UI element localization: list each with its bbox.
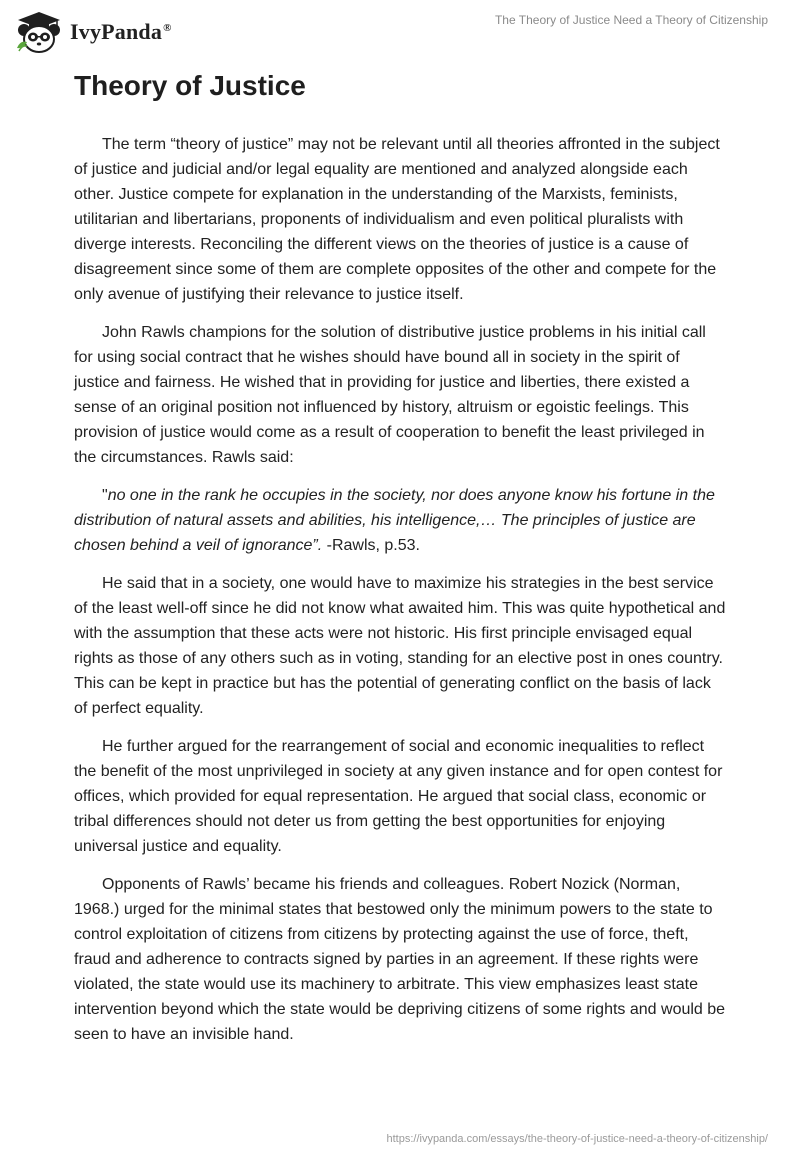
panda-logo-icon xyxy=(14,10,64,54)
paragraph: The term “theory of justice” may not be relevant until all theories affronted in the subject of justice and judicial and/or legal equality are mentioned and analyzed alongside each other. Justice compete for explanation in the understanding of the Marxists, feminists, utilitarian and libertarians, proponents of individualism and even political pluralists with diverge interests. Reconciling the different views on the theories of justice is a cause of disagreement since some of them are complete opposites of the other and compete for the only avenue of justifying their relevance to justice itself. xyxy=(74,136,720,303)
article-body xyxy=(74,132,726,1060)
paragraph: He further argued for the rearrangement of social and economic inequalities to reflect the benefit of the most unprivileged in society at any given instance and for open contest for offices, which provided for equal representation. He argued that social class, economic or tribal differences should not deter us from getting the best opportunities for enjoying universal justice and equality. xyxy=(74,738,723,855)
brand-name: IvyPanda® xyxy=(70,19,172,44)
paragraph: John Rawls champions for the solution of distributive justice problems in his initial call for using social contract that he wishes should have bound all in society in the spirit of justice and fairness. He wished that in providing for justice and liberties, there existed a sense of an original position not influenced by history, altruism or egoistic feelings. This provision of justice would come as a result of cooperation to benefit the least privileged in the circumstances. Rawls said: xyxy=(74,324,706,466)
paragraph: He said that in a society, one would have to maximize his strategies in the best service of the least well-off since he did not know what awaited him. This was quite hypothetical and with the assumption that these acts were not historic. His first principle envisaged equal rights as those of any others such as in voting, standing for an elective post in ones country. This can be kept in practice but has the potential of generating conflict on the basis of lack of perfect equality. xyxy=(74,575,726,717)
quote-text: no one in the rank he occupies in the society, nor does anyone know his fortune in the distribution of natural assets and abilities, his intelligence,… The principles of justice are chosen behind a veil of ignorance”. xyxy=(74,487,715,554)
paragraph: Opponents of Rawls’ became his friends and colleagues. Robert Nozick (Norman, 1968.) urged for the minimal states that bestowed only the minimum powers to the state to control exploitation of citizens from citizens by protecting against the use of force, theft, fraud and adherence to contracts signed by parties in an agreement. If these rights were violated, the state would use its machinery to arbitrate. This view emphasizes least state intervention beyond which the state would be depriving citizens of some rights and would be seen to have an invisible hand. xyxy=(74,876,726,1043)
source-url[interactable]: https://ivypanda.com/essays/the-theory-of-justice-need-a-theory-of-citizenship/ xyxy=(386,1133,768,1145)
page-title: Theory of Justice xyxy=(74,70,306,101)
quote-open-mark: " xyxy=(102,487,108,504)
brand-logo[interactable] xyxy=(14,10,172,54)
block-quote xyxy=(74,483,726,558)
running-title: The Theory of Justice Need a Theory of Citizenship xyxy=(494,13,768,27)
quote-citation: -Rawls, p.53. xyxy=(322,537,420,554)
registered-mark: ® xyxy=(163,21,172,34)
